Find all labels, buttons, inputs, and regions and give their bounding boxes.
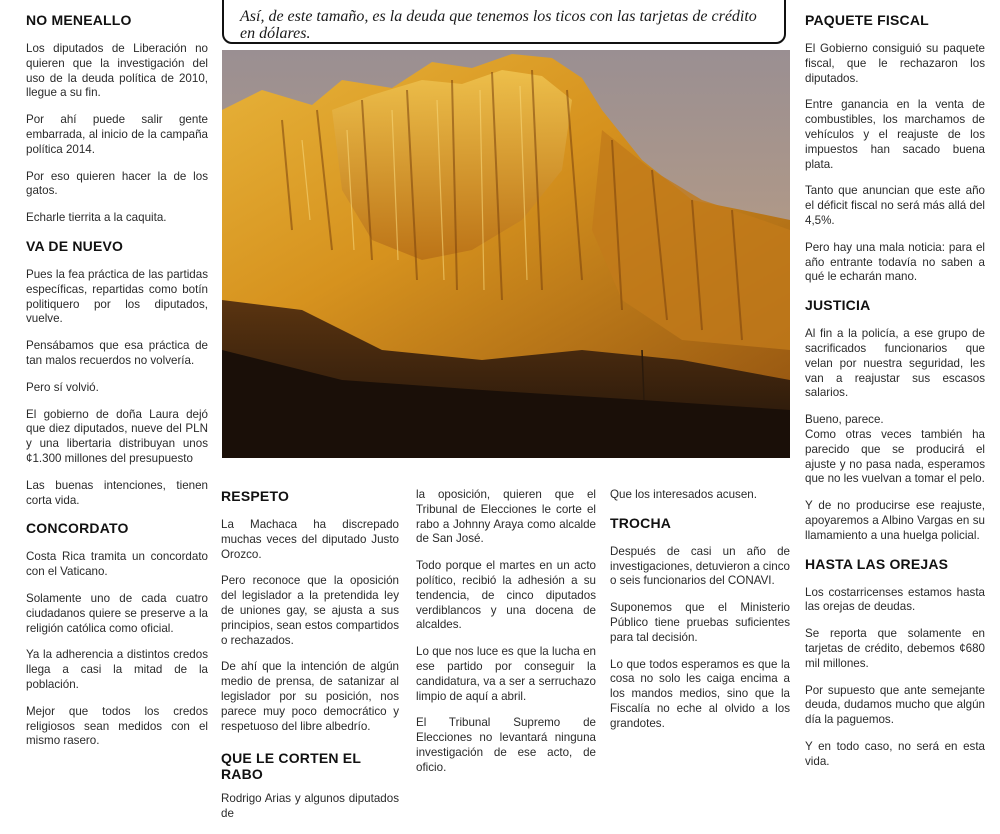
paragraph: Todo porque el martes en un acto político, recibió la adhesión a su tendencia, de cinco diputados verdiblancos y una docena de alcaldes. (416, 559, 596, 632)
paragraph: Suponemos que el Ministerio Público tiene pruebas suficientes para tal decisión. (610, 601, 790, 644)
paragraph: Pero sí volvió. (26, 380, 99, 394)
headline-hasta-las-orejas: HASTA LAS OREJAS (805, 555, 949, 572)
paragraph: Ya la adherencia a distintos credos llega a casi la mitad de la población. (26, 648, 208, 691)
paragraph: Como otras veces también ha parecido que se producirá el ajuste y no pasa nada, esperamos que no les vuelvan a tomar el pelo. (805, 427, 985, 486)
paragraph: la oposición, quieren que el Tribunal de Elecciones le corte el rabo a Johnny Araya como alcalde de San José. (416, 488, 596, 546)
headline-respeto: RESPETO (221, 488, 290, 504)
bottom-column-3 (610, 488, 790, 744)
paragraph: Mejor que todos los credos religiosos sean medidos con el mismo rasero. (26, 704, 208, 748)
paragraph: Y en todo caso, no será en esta vida. (805, 739, 985, 768)
paragraph: Echarle tierrita a la caquita. (26, 211, 167, 225)
paragraph: De ahí que la intención de algún medio de prensa, de satanizar al legislador por su posición, nos parece muy poco democrático y respetuoso del libre albedrío. (221, 660, 399, 733)
headline-va-de-nuevo: VA DE NUEVO (26, 237, 124, 254)
paragraph: Lo que todos esperamos es que la cosa no solo les caiga encima a los mandos medios, sino que la Fiscalía no eche al olvido a los grandotes. (610, 657, 790, 730)
paragraph: Rodrigo Arias y algunos diputados de (221, 792, 399, 821)
paragraph: Los diputados de Liberación no quieren que la investigación del uso de la deuda política de 2010, llegue a su fin. (26, 42, 208, 100)
paragraph: Las buenas intenciones, tienen corta vida. (26, 478, 208, 507)
paragraph: Solamente uno de cada cuatro ciudadanos quiere se preserve a la religión católica como oficial. (26, 591, 208, 635)
paragraph: Después de casi un año de investigaciones, detuvieron a cinco o seis funcionarios del CONAVI. (610, 544, 790, 588)
paragraph: Que los interesados acusen. (610, 488, 757, 501)
paragraph: Pensábamos que esa práctica de tan malos recuerdos no volvería. (26, 339, 208, 367)
paragraph: Al fin a la policía, a ese grupo de sacrificados funcionarios que velan por nuestra seguridad, les van a reajustar sus escasos salarios. (805, 327, 985, 400)
headline-paquete-fiscal: PAQUETE FISCAL (805, 12, 929, 28)
photo-caption-box (222, 0, 786, 44)
paragraph: Pero reconoce que la oposición del legislador a la pretendida ley de uniones gay, se ajusta a sus principios, sean estos compartidos o rechazados. (221, 574, 399, 647)
paragraph: El Gobierno consiguió su paquete fiscal, que le rechazaron los diputados. (805, 42, 985, 85)
paragraph: Pero hay una mala noticia: para el año entrante todavía no saben a qué le echarán mano. (805, 240, 985, 284)
bottom-column-1 (221, 488, 399, 834)
headline-concordato: CONCORDATO (26, 520, 129, 537)
paragraph: Se reporta que solamente en tarjetas de crédito, debemos ¢680 mil millones. (805, 627, 985, 670)
paragraph: Por supuesto que ante semejante deuda, dudamos mucho que algún día la paguemos. (805, 683, 985, 727)
bottom-column-2 (416, 488, 596, 788)
paragraph: Bueno, parece. (805, 413, 884, 427)
mountain-photo (222, 50, 790, 458)
mountain-illustration (222, 50, 790, 458)
right-column (805, 12, 985, 781)
paragraph: Entre ganancia en la venta de combustibles, los marchamos de vehículos y el reajuste de los impuestos han sacado buena plata. (805, 98, 985, 171)
headline-justicia: JUSTICIA (805, 297, 871, 314)
paragraph: Por eso quieren hacer la de los gatos. (26, 169, 208, 198)
headline-no-menealllo: NO MENEALLO (26, 12, 132, 28)
paragraph: Costa Rica tramita un concordato con el Vaticano. (26, 550, 208, 579)
left-column (26, 12, 208, 761)
paragraph: El Tribunal Supremo de Elecciones no levantará ninguna investigación de ese acto, de oficio. (416, 716, 596, 774)
paragraph: Lo que nos luce es que la lucha en ese partido por conseguir la candidatura, va a ser a serruchazo limpio de aquí a abril. (416, 645, 596, 703)
paragraph: Pues la fea práctica de las partidas específicas, repartidas como botín politiquero por los diputados, vuelve. (26, 267, 208, 326)
headline-que-le-corten-el-rabo: QUE LE CORTEN EL RABO (221, 750, 361, 783)
photo-caption: Así, de este tamaño, es la deuda que tenemos los ticos con las tarjetas de crédito en dólares. (240, 8, 757, 42)
paragraph: El gobierno de doña Laura dejó que diez diputados, nueve del PLN y una libertaria distribuyan unos ¢1.300 millones del presupuesto (26, 407, 208, 465)
paragraph: Tanto que anuncian que este año el déficit fiscal no será más allá del 4,5%. (805, 184, 985, 227)
paragraph: La Machaca ha discrepado muchas veces del diputado Justo Orozco. (221, 518, 399, 561)
paragraph: Los costarricenses estamos hasta las orejas de deudas. (805, 585, 985, 614)
paragraph: Y de no producirse ese reajuste, apoyaremos a Albino Vargas en su llamamiento a una huelga policial. (805, 499, 985, 542)
paragraph: Por ahí puede salir gente embarrada, al inicio de la campaña política 2014. (26, 113, 208, 156)
headline-trocha: TROCHA (610, 514, 672, 531)
